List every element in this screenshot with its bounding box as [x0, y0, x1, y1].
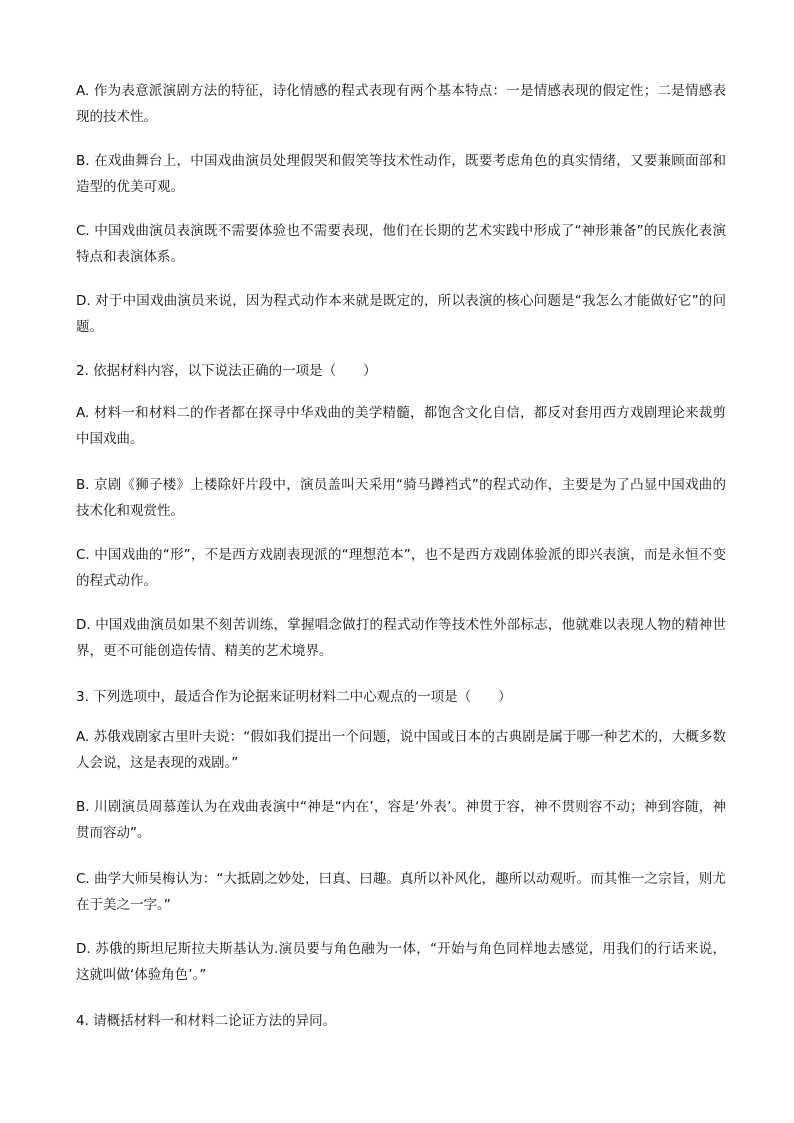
option-d-q1: D. 对于中国戏曲演员来说，因为程式动作本来就是既定的，所以表演的核心问题是“我怎么才能做好它”的问题。: [76, 293, 726, 335]
option-b-q1: B. 在戏曲舞台上，中国戏曲演员处理假哭和假笑等技术性动作，既要考虑角色的真实情绪，又要兼顾面部和造型的优美可观。: [76, 153, 726, 195]
option-c-q1: C. 中国戏曲演员表演既不需要体验也不需要表现，他们在长期的艺术实践中形成了“神形兼备”的民族化表演特点和表演体系。: [76, 223, 726, 265]
question-2-stem: 2. 依据材料内容，以下说法正确的一项是（ ）: [76, 363, 377, 379]
option-a-q1: A. 作为表意派演剧方法的特征，诗化情感的程式表现有两个基本特点：一是情感表现的假定性；二是情感表现的技术性。: [76, 83, 726, 125]
option-c-q2: C. 中国戏曲的“形”，不是西方戏剧表现派的“理想范本”，也不是西方戏剧体验派的即兴表演，而是永恒不变的程式动作。: [76, 547, 726, 589]
option-a-q3: A. 苏俄戏剧家古里叶夫说：“假如我们提出一个问题，说中国或日本的古典剧是属于哪一种艺术的，大概多数人会说，这是表现的戏剧。”: [76, 729, 726, 771]
option-b-q2: B. 京剧《狮子楼》上楼除奸片段中，演员盖叫天采用“骑马蹲裆式”的程式动作，主要是为了凸显中国戏曲的技术化和观赏性。: [76, 477, 726, 519]
option-d-q2: D. 中国戏曲演员如果不刻苦训练，掌握唱念做打的程式动作等技术性外部标志，他就难以表现人物的精神世界，更不可能创造传情、精美的艺术境界。: [76, 617, 726, 659]
option-a-q2: A. 材料一和材料二的作者都在探寻中华戏曲的美学精髓，都饱含文化自信，都反对套用西方戏剧理论来裁剪中国戏曲。: [76, 405, 726, 447]
question-3-stem: 3. 下列选项中，最适合作为论据来证明材料二中心观点的一项是（ ）: [76, 689, 512, 705]
option-b-q3: B. 川剧演员周慕莲认为在戏曲表演中“神是“内在’，容是‘外表’。神贯于容，神不贯则容不动；神到容随，神贯而容动”。: [76, 799, 726, 841]
option-c-q3: C. 曲学大师吴梅认为：“大抵剧之妙处，曰真、曰趣。真所以补风化，趣所以动观听。而其惟一之宗旨，则尤在于美之一字。”: [76, 871, 726, 913]
option-d-q3: D. 苏俄的斯坦尼斯拉夫斯基认为.演员要与角色融为一体，“开始与角色同样地去感觉，用我们的行话来说，这就叫做‘体验角色’。”: [76, 941, 726, 983]
question-4-stem: 4. 请概括材料一和材料二论证方法的异同。: [76, 1013, 337, 1029]
